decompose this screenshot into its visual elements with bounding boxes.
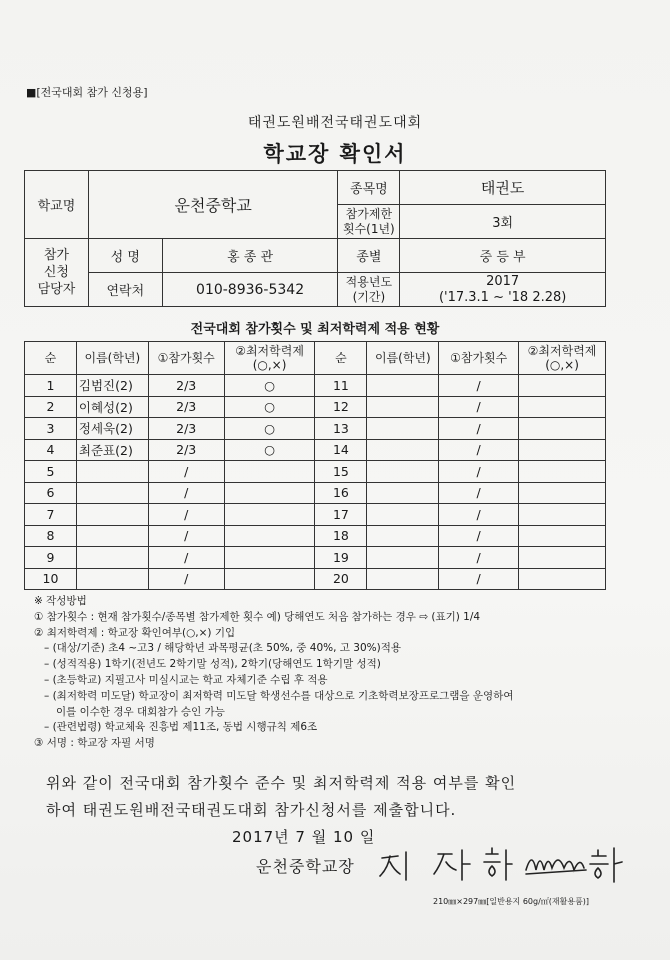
table-cell-min: ○	[224, 396, 315, 418]
table-cell-name2	[367, 547, 439, 569]
table-cell-count2: /	[439, 418, 519, 440]
period-cell	[400, 273, 606, 307]
event-name: 태권도원배전국태권도대회	[247, 115, 423, 131]
table-cell-min	[224, 461, 315, 483]
table-cell-min	[224, 568, 315, 590]
table-cell-name2	[367, 439, 439, 461]
table-cell-no2: 12	[315, 396, 367, 418]
period-range: ('17.3.1 ~ '18 2.28)	[438, 289, 567, 305]
table-cell-no2: 19	[315, 547, 367, 569]
table-cell-min: ○	[224, 375, 315, 397]
table-cell-no: 3	[25, 418, 77, 440]
table-cell-name2	[367, 525, 439, 547]
table-cell-min2	[519, 568, 606, 590]
table-cell-count2: /	[439, 439, 519, 461]
table-cell-min2	[519, 482, 606, 504]
table-cell-min2	[519, 439, 606, 461]
manager-label: 참가 신청 담당자	[25, 239, 89, 307]
table-cell-count: /	[148, 525, 224, 547]
table-cell-count2: /	[439, 568, 519, 590]
table-cell-name2	[367, 375, 439, 397]
table-cell-min: ○	[224, 439, 315, 461]
table-cell-count2: /	[439, 525, 519, 547]
table-cell-no2: 15	[315, 461, 367, 483]
table-cell-count: /	[148, 568, 224, 590]
table-cell-no: 2	[25, 396, 77, 418]
note-subitem: – (최저학력 미도달) 학교장이 최저학력 미도달 학생선수를 대상으로 기초학력보장프로그램을 운영하여	[44, 689, 514, 702]
name-label: 성 명	[88, 239, 162, 273]
table-cell-name2	[367, 482, 439, 504]
declaration	[46, 770, 516, 824]
table-cell-count: /	[148, 504, 224, 526]
declaration-line: 하여 태권도원배전국태권도대회 참가신청서를 제출합니다.	[46, 801, 457, 819]
table-cell-min2	[519, 461, 606, 483]
principal-title: 운천중학교장	[256, 857, 355, 876]
table-cell-no2: 13	[315, 418, 367, 440]
info-table	[24, 170, 606, 307]
table-cell-name2	[367, 396, 439, 418]
table-cell-no: 1	[25, 375, 77, 397]
table-cell-name	[76, 525, 148, 547]
note-item: ② 최저학력제 : 학교장 확인여부(○,×) 기입	[34, 626, 236, 639]
paper-spec-footer: 210㎜×297㎜[일반용지 60g/㎡(재활용품)]	[433, 897, 590, 906]
header-cell: 이름(학년)	[76, 342, 148, 375]
table-cell-no2: 16	[315, 482, 367, 504]
school-label: 학교명	[25, 171, 89, 239]
header-cell: 순	[25, 342, 77, 375]
table-row	[25, 396, 606, 418]
table-cell-min	[224, 504, 315, 526]
division-label: 종별	[338, 239, 400, 273]
table-cell-count2: /	[439, 504, 519, 526]
division-value: 중 등 부	[400, 239, 606, 273]
table-cell-min2	[519, 547, 606, 569]
table-cell-no: 10	[25, 568, 77, 590]
table-cell-no2: 11	[315, 375, 367, 397]
table-row	[25, 525, 606, 547]
table-cell-no: 8	[25, 525, 77, 547]
header-cell: ①참가횟수	[148, 342, 224, 375]
school-name: 운천중학교	[88, 171, 338, 239]
table-cell-name2	[367, 568, 439, 590]
header-cell: 순	[315, 342, 367, 375]
table-cell-count: 2/3	[148, 439, 224, 461]
period-label: 적용년도 (기간)	[338, 273, 400, 307]
table-cell-min	[224, 547, 315, 569]
table-cell-min2	[519, 375, 606, 397]
limit-label: 참가제한 횟수(1년)	[338, 205, 400, 239]
note-subitem: – (대상/기준) 초4 ~고3 / 해당학년 과목평균(초 50%, 중 40%, 고 30%)적용	[44, 642, 401, 655]
table-cell-count: 2/3	[148, 418, 224, 440]
table-cell-no: 6	[25, 482, 77, 504]
table-cell-count2: /	[439, 375, 519, 397]
notes-section	[34, 594, 634, 752]
table-cell-count: 2/3	[148, 375, 224, 397]
table-cell-no2: 18	[315, 525, 367, 547]
note-subitem: – (초등학교) 지필고사 미실시교는 학교 자체기준 수립 후 적용	[44, 673, 328, 686]
history-subtitle: 전국대회 참가횟수 및 최저학력제 적용 현황	[190, 322, 440, 337]
table-cell-count: /	[148, 461, 224, 483]
note-item: ① 참가횟수 : 현재 참가횟수/종목별 참가제한 횟수 예) 당해연도 처음 참가하는 경우 ⇨ (표기) 1/4	[34, 610, 481, 623]
table-cell-no: 5	[25, 461, 77, 483]
table-cell-name: 최준표(2)	[76, 439, 148, 461]
table-row	[25, 547, 606, 569]
table-cell-count2: /	[439, 482, 519, 504]
header-cell: ②최저학력제 (○,×)	[224, 342, 315, 375]
note-subitem: – (관련법령) 학교체육 진흥법 제11조, 동법 시행규칙 제6조	[44, 721, 318, 734]
table-cell-min2	[519, 525, 606, 547]
event-value: 태권도	[400, 171, 606, 205]
table-row	[25, 482, 606, 504]
table-cell-no2: 20	[315, 568, 367, 590]
event-label: 종목명	[338, 171, 400, 205]
note-item: ③ 서명 : 학교장 자필 서명	[34, 737, 155, 750]
table-cell-min2	[519, 418, 606, 440]
table-cell-name	[76, 568, 148, 590]
principal-signature	[376, 840, 636, 888]
table-cell-count: /	[148, 547, 224, 569]
header-cell: 이름(학년)	[367, 342, 439, 375]
table-cell-count2: /	[439, 461, 519, 483]
history-header-row	[25, 342, 606, 375]
table-row	[25, 418, 606, 440]
table-row	[25, 375, 606, 397]
note-subitem: 이를 이수한 경우 대회참가 승인 가능	[56, 705, 225, 718]
table-cell-name: 김범진(2)	[76, 375, 148, 397]
table-cell-name: 이혜성(2)	[76, 396, 148, 418]
table-cell-min	[224, 482, 315, 504]
table-cell-no2: 14	[315, 439, 367, 461]
table-cell-name: 정세욱(2)	[76, 418, 148, 440]
document-title: 학교장 확인서	[263, 142, 407, 166]
limit-value: 3회	[400, 205, 606, 239]
table-cell-count: /	[148, 482, 224, 504]
contact-value: 010-8936-5342	[162, 273, 338, 307]
table-cell-min2	[519, 396, 606, 418]
table-cell-min2	[519, 504, 606, 526]
contact-label: 연락처	[88, 273, 162, 307]
name-value: 홍 종 관	[162, 239, 338, 273]
note-subitem: – (성적적용) 1학기(전년도 2학기말 성적), 2학기(당해연도 1학기말 성적)	[44, 658, 381, 671]
table-row	[25, 504, 606, 526]
table-cell-min	[224, 525, 315, 547]
table-cell-no: 9	[25, 547, 77, 569]
document-date: 2017년 7 월 10 일	[232, 828, 376, 846]
history-table	[24, 341, 606, 590]
table-cell-count: 2/3	[148, 396, 224, 418]
table-cell-name	[76, 547, 148, 569]
table-cell-name2	[367, 504, 439, 526]
table-cell-count2: /	[439, 396, 519, 418]
form-type-tag: ■[전국대회 참가 신청용]	[26, 86, 148, 99]
table-cell-no: 7	[25, 504, 77, 526]
table-cell-name	[76, 482, 148, 504]
table-cell-no: 4	[25, 439, 77, 461]
declaration-line: 위와 같이 전국대회 참가횟수 준수 및 최저학력제 적용 여부를 확인	[46, 774, 517, 792]
table-row	[25, 461, 606, 483]
table-cell-name	[76, 504, 148, 526]
header-cell: ②최저학력제 (○,×)	[519, 342, 606, 375]
table-cell-count2: /	[439, 547, 519, 569]
table-cell-name2	[367, 461, 439, 483]
header-cell: ①참가횟수	[439, 342, 519, 375]
table-cell-name	[76, 461, 148, 483]
table-cell-min: ○	[224, 418, 315, 440]
notes-heading: ※ 작성방법	[34, 595, 87, 607]
table-cell-no2: 17	[315, 504, 367, 526]
table-cell-name2	[367, 418, 439, 440]
period-year: 2017	[486, 273, 520, 289]
table-row	[25, 568, 606, 590]
table-row	[25, 439, 606, 461]
history-body	[25, 375, 606, 590]
